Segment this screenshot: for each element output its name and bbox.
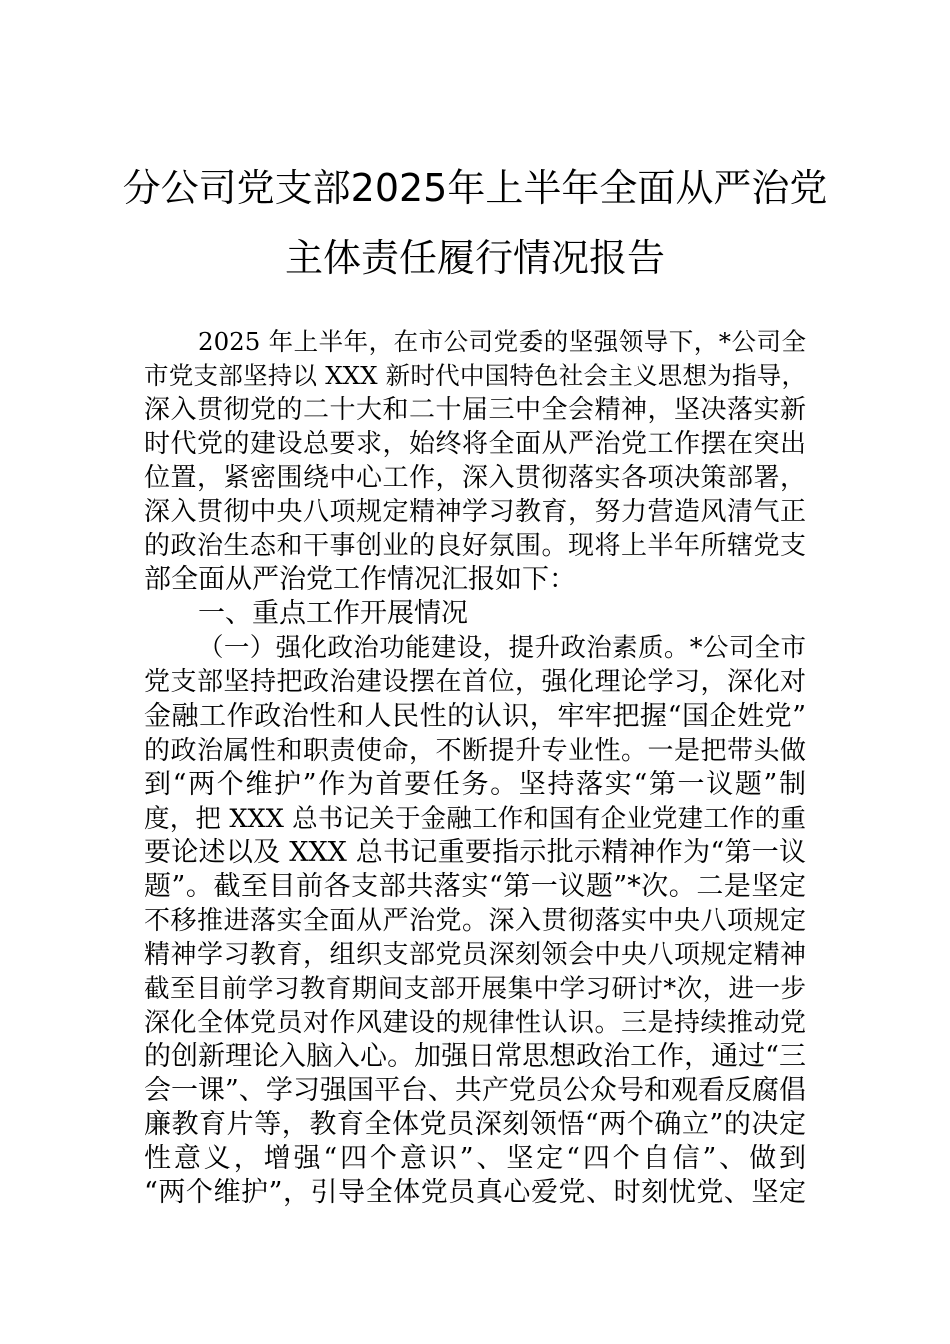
paragraph-line: 2025 年上半年，在市公司党委的坚强领导下，*公司全 (198, 327, 806, 356)
paragraph-line: 的创新理论入脑入心。加强日常思想政治工作，通过“三 (144, 1040, 806, 1072)
paragraph-line: 位置，紧密围绕中心工作，深入贯彻落实各项决策部署， (144, 463, 806, 494)
document-title-line-1: 分公司党支部2025年上半年全面从严治党 (122, 166, 828, 210)
paragraph-line: 度，把 XXX 总书记关于金融工作和国有企业党建工作的重 (144, 803, 806, 834)
paragraph-line: 的政治属性和职责使命，不断提升专业性。一是把带头做 (144, 735, 806, 766)
paragraph-line: 精神学习教育，组织支部党员深刻领会中央八项规定精神 (144, 939, 806, 970)
paragraph-line: 金融工作政治性和人民性的认识，牢牢把握“国企姓党” (144, 700, 806, 732)
paragraph-line: 到“两个维护”作为首要任务。坚持落实“第一议题”制 (144, 768, 806, 800)
paragraph-line: 市党支部坚持以 XXX 新时代中国特色社会主义思想为指导， (144, 361, 806, 391)
paragraph-line: 深化全体党员对作风建设的规律性认识。三是持续推动党 (144, 1007, 806, 1038)
document-body (144, 325, 806, 1210)
paragraph-line: （一）强化政治功能建设，提升政治素质。*公司全市 (198, 633, 806, 664)
paragraph-line: 深入贯彻中央八项规定精神学习教育，努力营造风清气正 (144, 497, 806, 528)
paragraph-line: 不移推进落实全面从严治党。深入贯彻落实中央八项规定 (144, 905, 806, 936)
paragraph-line: 性意义，增强“四个意识”、坚定“四个自信”、做到 (144, 1143, 806, 1175)
section-heading: 一、重点工作开展情况 (198, 598, 468, 630)
paragraph-line: 的政治生态和干事创业的良好氛围。现将上半年所辖党支 (144, 531, 806, 562)
document-title-line-2: 主体责任履行情况报告 (284, 236, 665, 280)
paragraph-line: 部全面从严治党工作情况汇报如下： (144, 564, 576, 596)
paragraph-line: 题”。截至目前各支部共落实“第一议题”*次。二是坚定 (144, 870, 806, 902)
paragraph-line: 时代党的建设总要求，始终将全面从严治党工作摆在突出 (144, 429, 806, 460)
paragraph-line: “两个维护”，引导全体党员真心爱党、时刻忧党、坚定 (144, 1177, 806, 1209)
paragraph-line: 会一课”、学习强国平台、共产党员公众号和观看反腐倡 (144, 1075, 806, 1107)
paragraph-line: 截至目前学习教育期间支部开展集中学习研讨*次，进一步 (144, 973, 806, 1004)
paragraph-line: 廉教育片等，教育全体党员深刻领悟“两个确立”的决定 (144, 1109, 806, 1141)
paragraph-line: 要论述以及 XXX 总书记重要指示批示精神作为“第一议 (144, 836, 806, 868)
paragraph-line: 党支部坚持把政治建设摆在首位，强化理论学习，深化对 (144, 667, 806, 698)
paragraph-line: 深入贯彻党的二十大和二十届三中全会精神，坚决落实新 (144, 395, 806, 426)
